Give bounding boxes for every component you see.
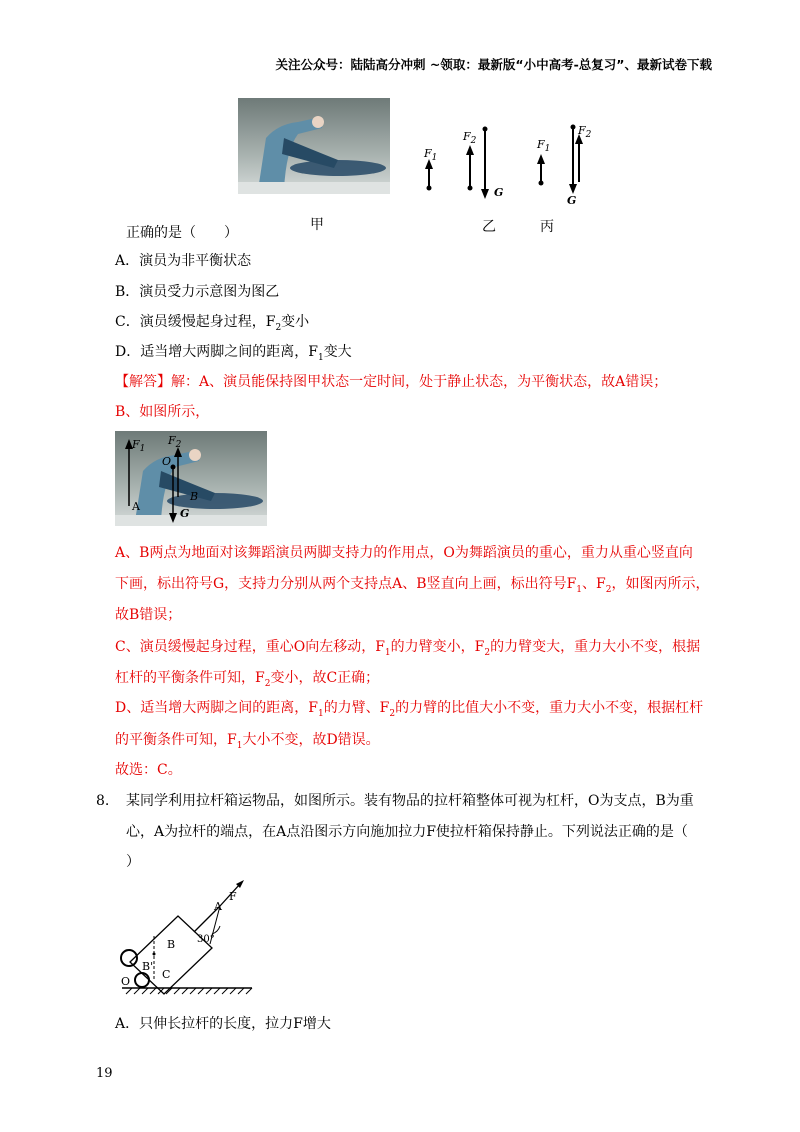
question8-line2: 心，A为拉杆的端点，在A点沿图示方向施加拉力F使拉杆箱保持静止。下列说法正确的是（ (126, 824, 688, 840)
trolley-label-angle: 30° (197, 934, 215, 945)
force-label-g-yi: G (494, 186, 504, 199)
question8-line3: ） (126, 854, 140, 870)
question7-option-d: D．适当增大两脚之间的距离，$F_1$变大 (115, 344, 352, 363)
page-number: 19 (96, 1066, 113, 1081)
answer-fig-label-f2: $F_2$ (168, 434, 182, 451)
answer-line1: 【解答】解：A、演员能保持图甲状态一定时间，处于静止状态，为平衡状态，故A错误； (115, 374, 668, 390)
answer-tag: 【解答】 (115, 374, 171, 390)
answer-d-line2: 的平衡条件可知，$F_1$大小不变，故D错误。 (115, 732, 380, 751)
answer-fig-label-f1: $F_1$ (132, 438, 146, 455)
force-label-f2-yi: $F_2$ (463, 130, 477, 147)
caption-bing: 丙 (540, 219, 554, 235)
trolley-label-f: F (229, 890, 237, 903)
question8-option-a: A．只伸长拉杆的长度，拉力F增大 (115, 1016, 331, 1032)
answer-line2: B、如图所示， (115, 404, 210, 420)
question8-number: 8. (96, 793, 110, 809)
dancer-photo-jia (238, 98, 390, 194)
caption-jia: 甲 (310, 217, 324, 233)
page-header: 关注公众号：陆陆高分冲刺 ~领取：最新版“小中高考-总复习”、最新试卷下载 (275, 57, 712, 72)
trolley-label-b-prime: B' (142, 960, 154, 973)
trolley-label-a: A (214, 900, 222, 913)
trolley-label-o: O (121, 975, 131, 988)
answer-fig-label-g: G (180, 507, 190, 520)
answer-c-line1: C、演员缓慢起身过程，重心O向左移动，$F_1$的力臂变小，$F_2$的力臂变大，重力大小不变，根据 (115, 639, 701, 658)
answer-d-line1: D、适当增大两脚之间的距离，$F_1$的力臂、$F_2$的力臂的比值大小不变，重力大小不变，根据杠杆 (115, 700, 704, 719)
force-label-f1-yi: $F_1$ (424, 147, 438, 164)
force-label-f2-bing: $F_2$ (578, 124, 592, 141)
caption-yi: 乙 (482, 219, 496, 235)
question7-option-c: C．演员缓慢起身过程，$F_2$变小 (115, 314, 310, 333)
question7-stem: 正确的是（ ） (126, 225, 238, 241)
answer-p1-line2: 下画，标出符号G，支持力分别从两个支持点A、B竖直向上画，标出符号$F_1$、$F_2$，如图丙所示， (115, 576, 710, 595)
force-label-f1-bing: $F_1$ (537, 138, 551, 155)
answer-fig-label-a: A (132, 500, 140, 513)
trolley-label-c: C (162, 968, 171, 981)
answer-p1-line3: 故B错误； (115, 607, 182, 623)
question7-option-a: A．演员为非平衡状态 (115, 253, 252, 269)
answer-fig-label-o: O (162, 455, 172, 468)
question7-option-b: B．演员受力示意图为图乙 (115, 284, 280, 300)
force-label-g-bing: G (567, 194, 577, 207)
answer-fig-label-b: B (190, 490, 199, 503)
answer-p1-line1: A、B两点为地面对该舞蹈演员两脚支持力的作用点，O为舞蹈演员的重心，重力从重心竖直向 (115, 545, 693, 561)
question8-line1: 某同学利用拉杆箱运物品，如图所示。装有物品的拉杆箱整体可视为杠杆，O为支点，B为重 (126, 793, 694, 809)
answer-c-line2: 杠杆的平衡条件可知，$F_2$变小，故C正确； (115, 670, 380, 689)
trolley-label-b: B (167, 938, 176, 951)
answer-choice: 故选：C。 (115, 762, 182, 778)
